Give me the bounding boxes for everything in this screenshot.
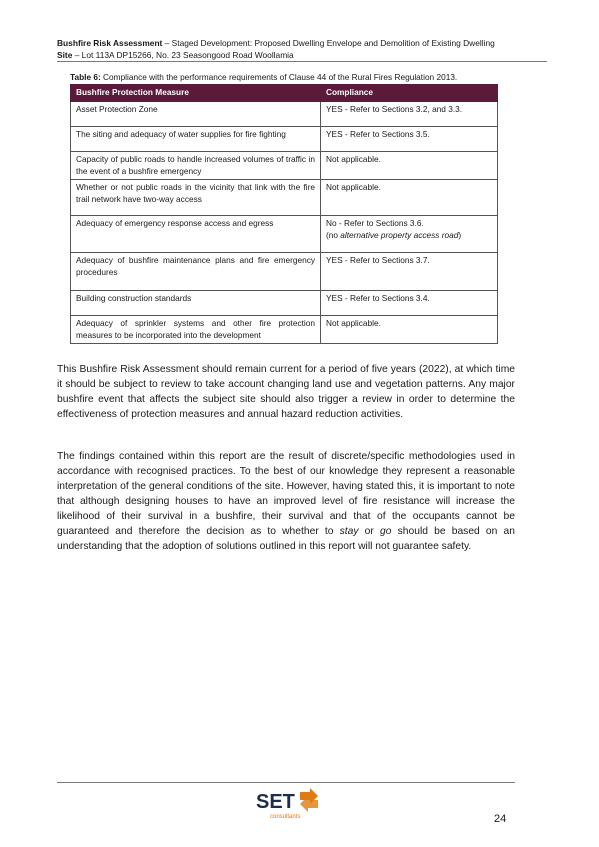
running-header (57, 37, 547, 61)
table-row (71, 127, 498, 152)
compliance-table (70, 84, 498, 344)
compliance-note-italic: alternative property access road (340, 229, 459, 240)
table-row (71, 102, 498, 127)
compliance-cell: YES - Refer to Sections 3.2, and 3.3. (321, 102, 498, 127)
compliance-cell: YES - Refer to Sections 3.5. (321, 127, 498, 152)
logo-arrows-icon (300, 788, 318, 812)
header-site-label: Site (57, 50, 73, 60)
column-header-measure: Bushfire Protection Measure (71, 85, 321, 102)
table-row (71, 253, 498, 291)
header-subtitle: – Staged Development: Proposed Dwelling Envelope and Demolition of Existing Dwelling (162, 38, 495, 48)
measure-cell: Adequacy of emergency response access and egress (71, 216, 321, 253)
table-header-row (71, 85, 498, 102)
measure-cell: Adequacy of bushfire maintenance plans and fire emergency procedures (71, 253, 321, 291)
measure-cell: Building construction standards (71, 291, 321, 316)
header-site-address: – Lot 113A DP15266, No. 23 Seasongood Road Woollamia (72, 50, 294, 60)
table-row (71, 316, 498, 344)
measure-cell: Whether or not public roads in the vicinity that link with the fire trail network have two-way access (71, 180, 321, 216)
compliance-cell: YES - Refer to Sections 3.7. (321, 253, 498, 291)
table-row (71, 291, 498, 316)
table-caption (70, 72, 457, 82)
measure-cell: The siting and adequacy of water supplies for fire fighting (71, 127, 321, 152)
set-consultants-logo (254, 788, 324, 820)
compliance-note: (no alternative property access road) (326, 229, 462, 240)
compliance-cell: Not applicable. (321, 316, 498, 344)
measure-cell: Capacity of public roads to handle increased volumes of traffic in the event of a bushfire emergency (71, 152, 321, 180)
table-caption-label: Table 6: (70, 72, 101, 82)
header-title: Bushfire Risk Assessment (57, 38, 163, 48)
paragraph-review-period: This Bushfire Risk Assessment should remain current for a period of five years (2022), at which time it should be subject to review to take account changing land use and vegetation patterns. Any major bushfire event that affects the subject site should also trigger a review in order to determine the effectiveness of protection measures and annual hazard reduction activities. (57, 364, 515, 421)
compliance-cell: Not applicable. (321, 180, 498, 216)
table-caption-text: Compliance with the performance requirements of Clause 44 of the Rural Fires Regulation 2013. (100, 72, 458, 82)
column-header-compliance: Compliance (321, 85, 498, 102)
findings-stay: stay (339, 526, 359, 538)
page-number: 24 (494, 813, 507, 825)
header-line-2 (57, 49, 547, 61)
logo-wordmark: SET (256, 791, 295, 813)
findings-text-b: should be based on an understanding that the adoption of solutions outlined in this report will not guarantee safety. (57, 526, 515, 553)
compliance-cell: YES - Refer to Sections 3.4. (321, 291, 498, 316)
measure-cell: Adequacy of sprinkler systems and other fire protection measures to be incorporated into the development (71, 316, 321, 344)
table-row (71, 180, 498, 216)
compliance-cell (321, 216, 498, 253)
measure-cell: Asset Protection Zone (71, 102, 321, 127)
header-line-1 (57, 37, 547, 49)
findings-or: or (358, 526, 380, 538)
compliance-text: No - Refer to Sections 3.6. (326, 218, 424, 228)
footer-divider (57, 782, 515, 783)
findings-text-a: The findings contained within this report are the result of discrete/specific methodologies used in accordance with recognised practices. To the best of our knowledge they represent a reasonable interpretation of the general conditions of the site. However, having stated this, it is important to note that although designing houses to have an improved level of fire resistance will increase the likelihood of their survival in a bushfire, their survival and that of the occupants cannot be guaranteed and therefore the decision as to whether to (57, 451, 515, 538)
compliance-cell: Not applicable. (321, 152, 498, 180)
logo-subtitle: consultants (270, 814, 301, 820)
table-row (71, 216, 498, 253)
table-row (71, 152, 498, 180)
header-divider (57, 61, 547, 62)
findings-go: go (380, 526, 392, 538)
paragraph-findings (57, 449, 515, 554)
